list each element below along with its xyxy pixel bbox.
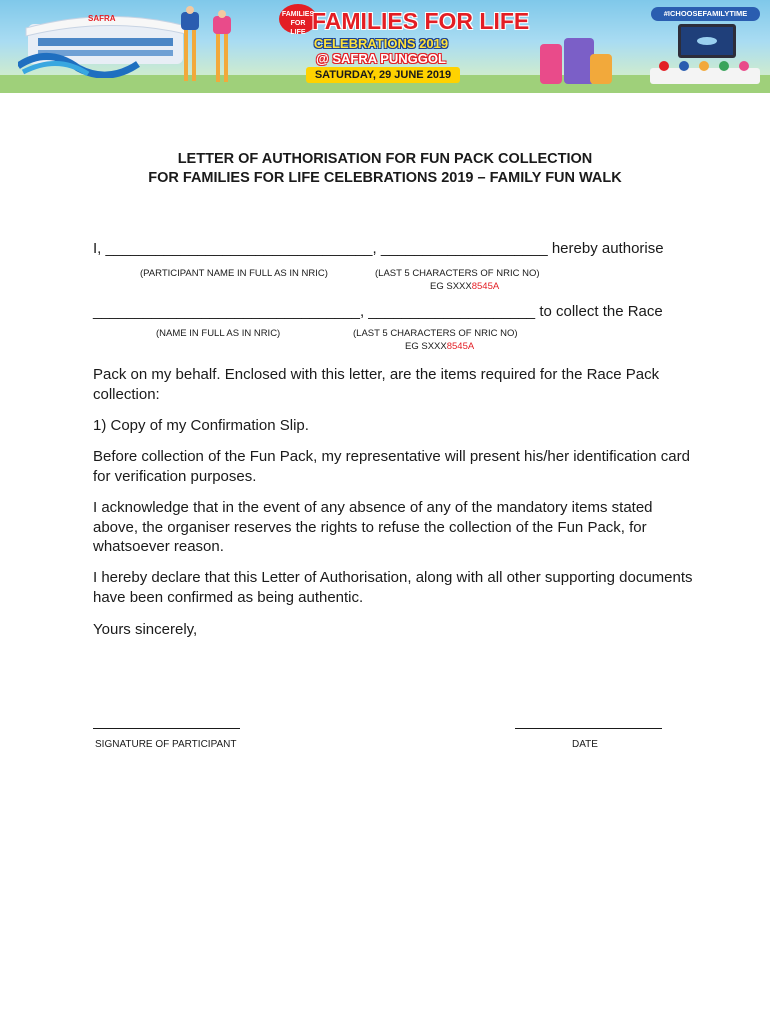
paragraph-before-collection xyxy=(93,447,693,486)
authorisation-line-2 xyxy=(93,303,663,320)
paragraph-before-collection-text: Before collection of the Fun Pack, my representative will present his/her identification card for verification purposes. xyxy=(93,448,690,485)
participant-nric-blank[interactable]: ____________________ xyxy=(380,240,548,257)
participant-nric-example xyxy=(430,281,499,292)
participant-nric-hint: (LAST 5 CHARACTERS OF NRIC NO) xyxy=(375,268,540,279)
event-banner xyxy=(0,0,770,93)
paragraph-acknowledge-text: I acknowledge that in the event of any absence of any of the mandatory items stated above, the organiser reserves the rights to refuse the collection of the Fun Pack, for whatsoever reason. xyxy=(93,499,653,555)
venue-tag: SAFRA xyxy=(88,14,116,23)
representative-name-blank[interactable]: ________________________________ xyxy=(93,303,360,320)
line1-suffix: hereby authorise xyxy=(551,240,664,257)
nric-example-prefix: EG SXXX xyxy=(405,341,447,352)
paragraph-item-1 xyxy=(93,416,693,436)
representative-nric-hint: (LAST 5 CHARACTERS OF NRIC NO) xyxy=(353,328,518,339)
participant-name-blank[interactable]: ________________________________ xyxy=(105,240,373,257)
banner-subtitle-celebrations: CELEBRATIONS 2019 xyxy=(313,36,449,51)
closing xyxy=(93,620,693,640)
hashtag-badge: #ICHOOSEFAMILYTIME xyxy=(651,7,760,21)
signature-line[interactable] xyxy=(93,728,240,729)
date-line[interactable] xyxy=(515,728,662,729)
line1-prefix: I, xyxy=(93,240,102,257)
nric-example-value: 8545A xyxy=(471,281,500,292)
nric-example-value: 8545A xyxy=(446,341,475,352)
paragraph-acknowledge xyxy=(93,498,693,557)
line1-comma: , xyxy=(372,240,377,257)
stilt-performers-illustration xyxy=(170,6,250,86)
representative-nric-example xyxy=(405,341,474,352)
paragraph-pack xyxy=(93,365,693,404)
representative-name-hint: (NAME IN FULL AS IN NRIC) xyxy=(156,328,281,339)
banner-title: FAMILIES FOR LIFE xyxy=(312,8,530,34)
paragraph-declaration-text: I hereby declare that this Letter of Authorisation, along with all other supporting documents have been confirmed as being authentic. xyxy=(93,569,693,606)
participant-name-hint: (PARTICIPANT NAME IN FULL AS IN NRIC) xyxy=(140,268,328,279)
closing-text: Yours sincerely, xyxy=(93,621,198,638)
banner-date: SATURDAY, 29 JUNE 2019 xyxy=(306,67,460,83)
paragraph-item-1-text: 1) Copy of my Confirmation Slip. xyxy=(93,417,309,434)
paragraph-declaration xyxy=(93,568,693,607)
nric-example-prefix: EG SXXX xyxy=(430,281,472,292)
banner-subtitle-venue: @ SAFRA PUNGGOL xyxy=(316,51,446,66)
line2-comma: , xyxy=(359,303,365,320)
bouncy-castle-and-picnic-illustration xyxy=(530,24,766,90)
date-label: DATE xyxy=(572,739,598,750)
paragraph-pack-text: Pack on my behalf. Enclosed with this letter, are the items required for the Race Pack collection: xyxy=(93,366,660,403)
representative-nric-blank[interactable]: ____________________ xyxy=(368,303,536,320)
signature-label: SIGNATURE OF PARTICIPANT xyxy=(95,739,237,750)
letter-title-line-2: FOR FAMILIES FOR LIFE CELEBRATIONS 2019 – FAMILY FUN WALK xyxy=(148,170,622,186)
line2-suffix: to collect the Race xyxy=(539,303,663,320)
families-for-life-logo: FAMILIES FOR LIFE xyxy=(279,4,317,34)
letter-title-line-1: LETTER OF AUTHORISATION FOR FUN PACK COLLECTION xyxy=(177,151,593,167)
authorisation-line-1 xyxy=(93,240,664,257)
